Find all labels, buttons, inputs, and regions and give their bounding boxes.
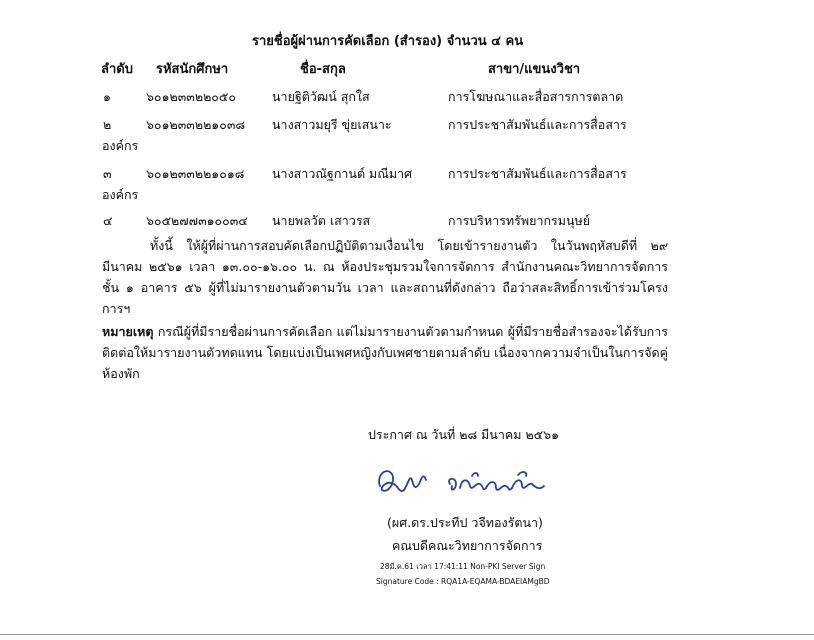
row-student-id: ๖๐๑๒๓๓๒๒๑๐๑๘ <box>146 166 245 181</box>
signature-image <box>372 460 572 506</box>
row-name: นายฐิติวัฒน์ สุกใส <box>272 89 370 104</box>
row-student-id: ๖๐๑๒๓๓๒๒๐๕๐ <box>146 89 237 104</box>
note-text: กรณีผู้ที่มีรายชื่อผ่านการคัดเลือก แต่ไม่มารายงานตัวตามกำหนด ผู้ที่มีรายชื่อสำรองจะได้รับการติดต่อให้มารายงานตัวทดแทน โดยแบ่งเป็นเพศหญิงกับเพศชายตามลำดับ เนื่องจากความจำเป็นในการจัดคู่ห้องพัก <box>102 324 668 381</box>
row-no: ๒ <box>103 117 112 132</box>
row-major: การโฆษณาและสื่อสารการตลาด <box>448 89 624 104</box>
bottom-divider <box>0 634 814 635</box>
row-name: นายพลวัต เสาวรส <box>272 213 371 228</box>
report-instructions: ทั้งนี้ ให้ผู้ที่ผ่านการสอบคัดเลือกปฏิบัติตามเงื่อนไข โดยเข้ารายงานตัว ในวันพฤหัสบดีที่ ๒๙ มีนาคม ๒๕๖๑ เวลา ๑๓.๐๐-๑๖.๐๐ น. ณ ห้องประชุมรวมใจการจัดการ สำนักงานคณะวิทยาการจัดการ ชั้น ๑ อาคาร ๕๖ ผู้ที่ไม่มารายงานตัวตามวัน เวลา และสถานที่ดังกล่าว ถือว่าสละสิทธิ์การเข้าร่วมโครงการฯ <box>102 238 668 316</box>
row-major: การประชาสัมพันธ์และการสื่อสาร <box>448 166 627 181</box>
header-major: สาขา/แขนงวิชา <box>488 62 581 77</box>
row-major-continued: องค์กร <box>102 138 139 153</box>
sign-timestamp: 28มี.ค.61 เวลา 17:41:11 Non-PKI Server Sign <box>380 562 546 571</box>
header-student-id: รหัสนักศึกษา <box>156 62 229 77</box>
note-label: หมายเหตุ <box>102 324 154 339</box>
row-major: การบริหารทรัพยากรมนุษย์ <box>448 213 591 228</box>
row-no: ๓ <box>103 166 112 181</box>
row-major: การประชาสัมพันธ์และการสื่อสาร <box>448 117 627 132</box>
row-student-id: ๖๐๑๒๓๓๒๒๑๐๓๘ <box>146 117 246 132</box>
signature-code: Signature Code : RQA1A-EQAMA-BDAEIAMgBD <box>376 577 550 586</box>
row-student-id: ๖๐๕๒๗๗๓๑๐๐๓๔ <box>146 213 248 228</box>
row-no: ๑ <box>103 89 111 104</box>
row-major-continued: องค์กร <box>102 187 139 202</box>
note-paragraph <box>102 321 668 384</box>
row-no: ๔ <box>103 213 113 228</box>
header-name: ชื่อ-สกุล <box>300 62 346 77</box>
signer-position: คณบดีคณะวิทยาการจัดการ <box>392 538 543 553</box>
header-no: ลำดับ <box>101 62 133 77</box>
row-name: นางสาวณัฐกานต์ มณีมาศ <box>272 166 413 181</box>
signer-name: (ผศ.ดร.ประทีป วจีทองรัตนา) <box>387 515 543 530</box>
row-name: นางสาวมยุรี ขุ่ยเสนาะ <box>272 117 392 132</box>
document-title: รายชื่อผู้ผ่านการคัดเลือก (สำรอง) จำนวน ๔ คน <box>252 34 524 49</box>
announcement-date: ประกาศ ณ วันที่ ๒๘ มีนาคม ๒๕๖๑ <box>368 427 560 442</box>
